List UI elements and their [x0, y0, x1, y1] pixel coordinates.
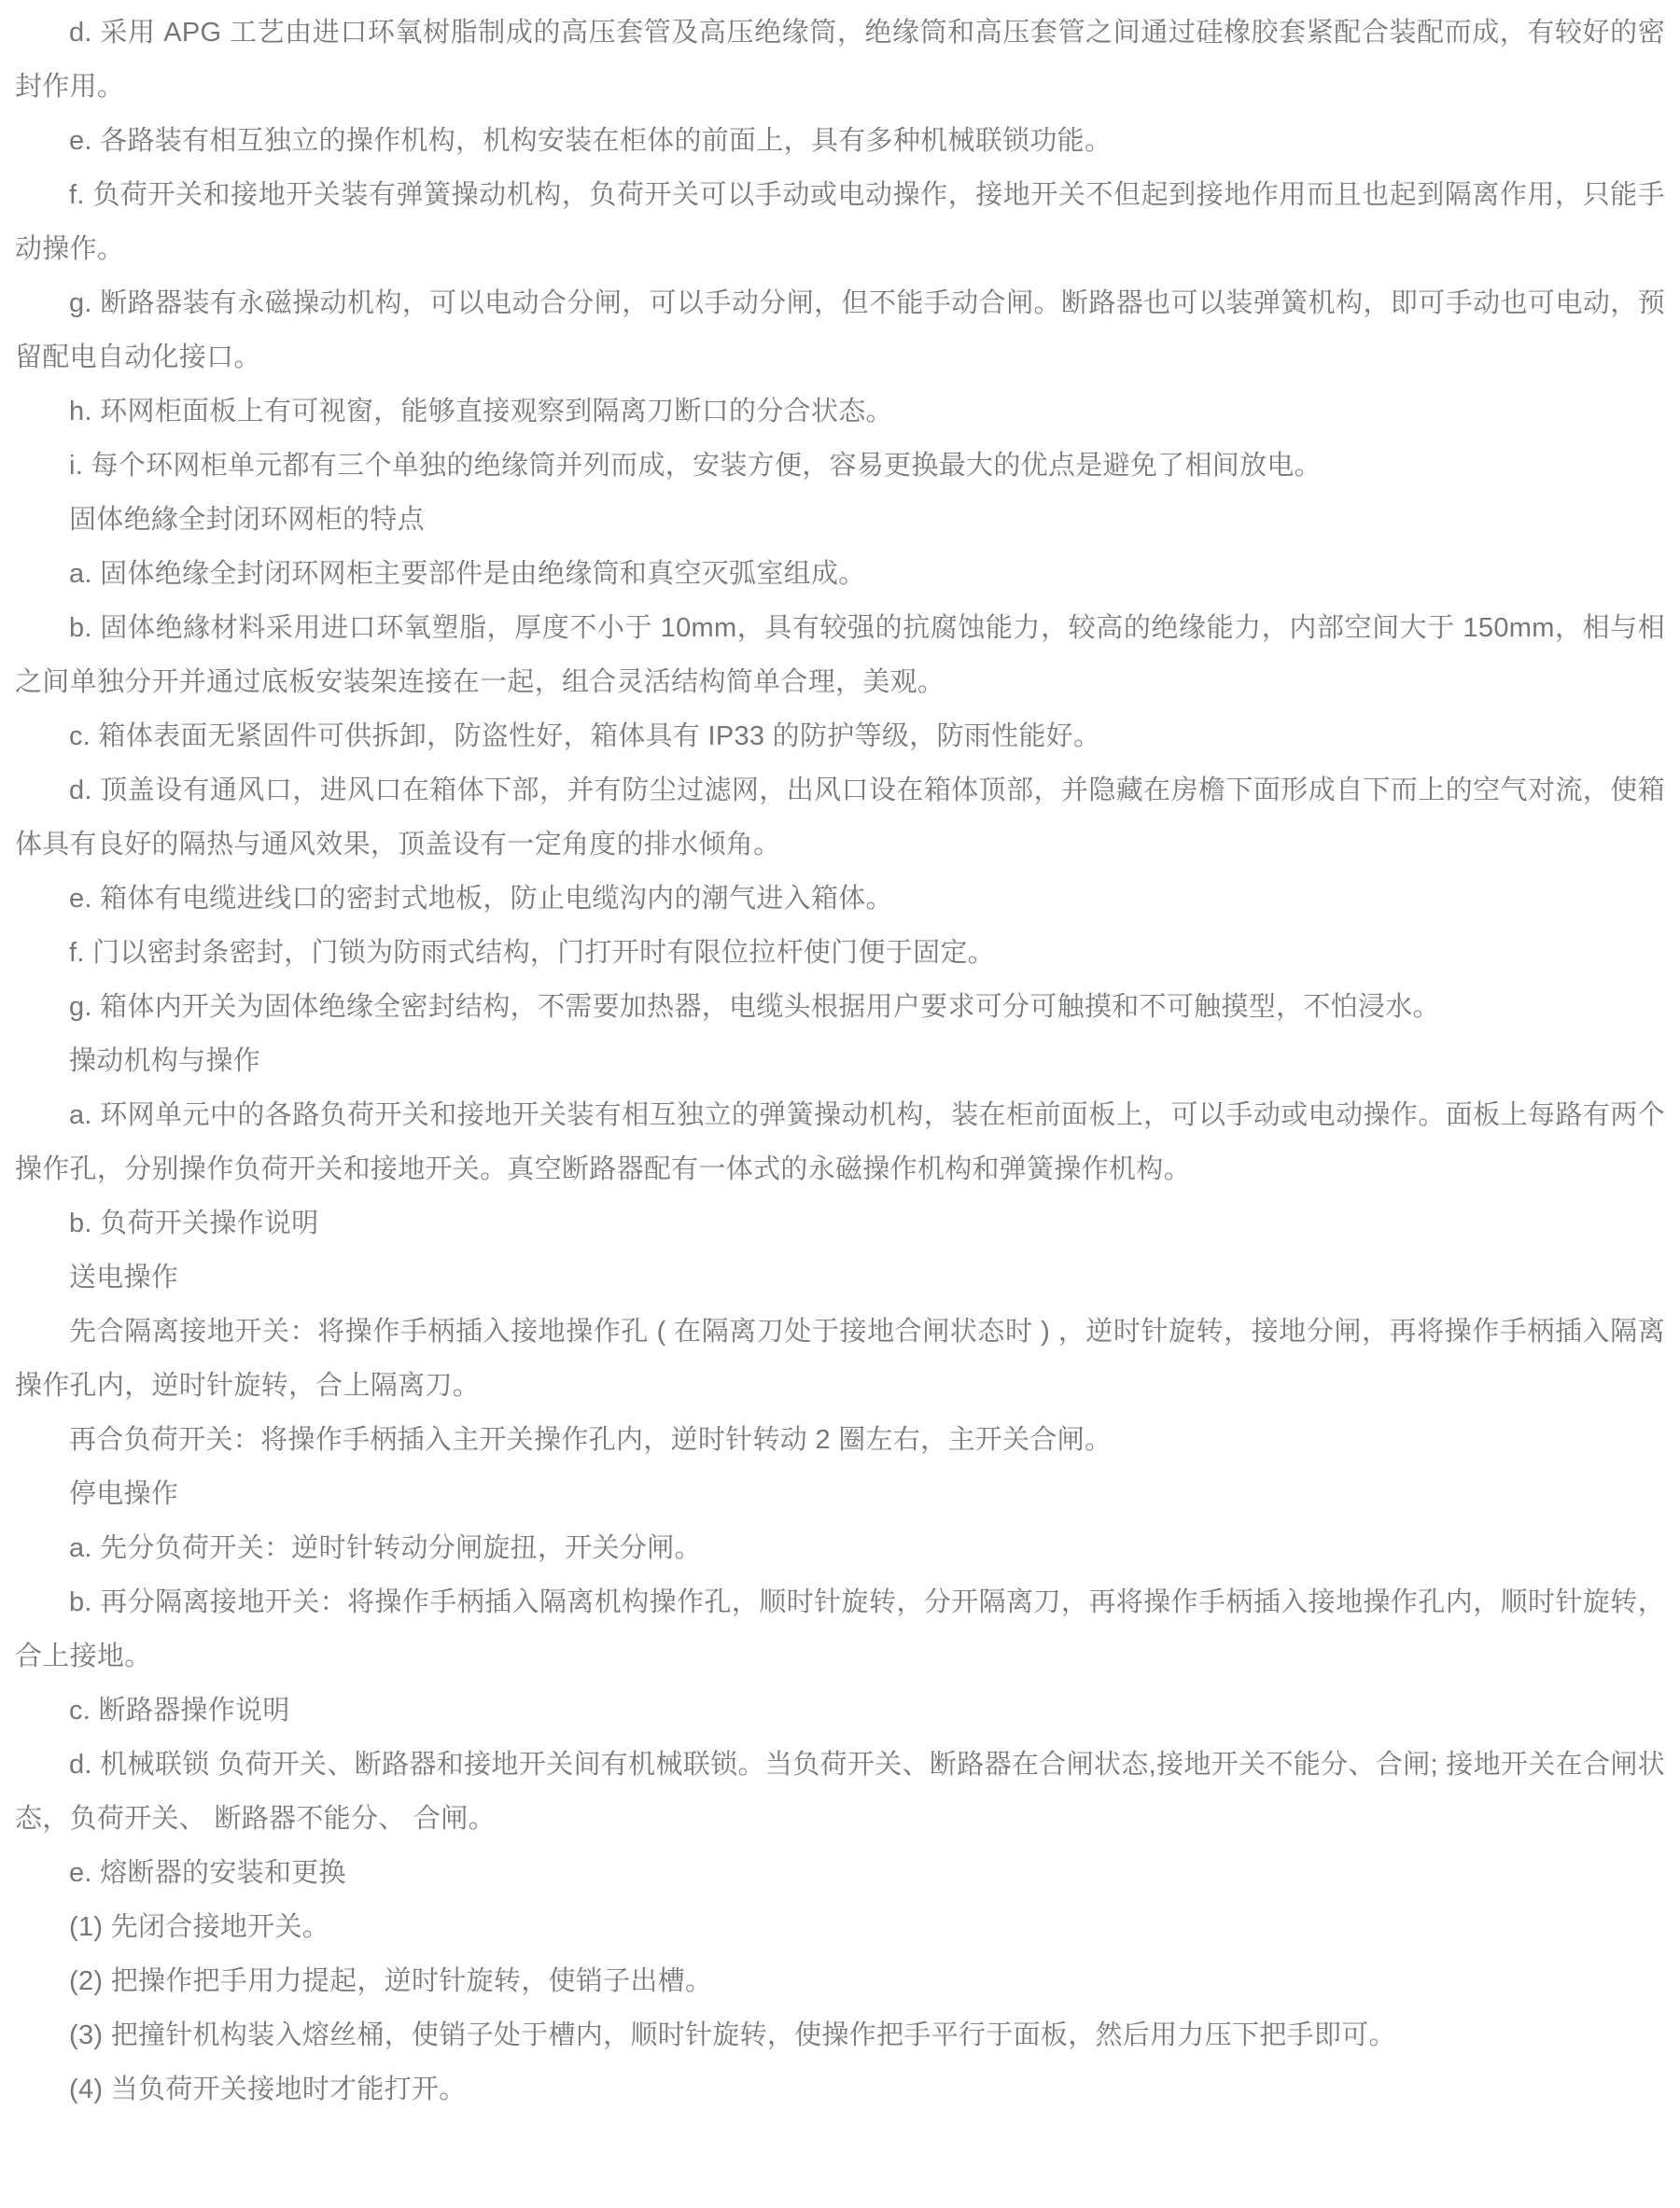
- paragraph: 先合隔离接地开关：将操作手柄插入接地操作孔 ( 在隔离刀处于接地合闸状态时 ) ，逆时针旋转，接地分闸，再将操作手柄插入隔离操作孔内，逆时针旋转，合上隔离刀。: [15, 1317, 1665, 1401]
- paragraph: b. 固体绝緣材料采用进口环氧塑脂，厚度不小于 10mm，具有较强的抗腐蚀能力，较高的绝缘能力，内部空间大于 150mm，相与相之间单独分开并通过底板安装架连接在一起，组合灵活结构简单合理，美观。: [15, 613, 1665, 697]
- paragraph: 送电操作: [69, 1263, 179, 1293]
- paragraph: c. 断路器操作说明: [69, 1696, 290, 1726]
- paragraph: 停电操作: [69, 1479, 179, 1509]
- paragraph: (3) 把撞针机构装入熔丝桶，使销子处于槽内，顺时针旋转，使操作把手平行于面板，然后用力压下把手即可。: [69, 2020, 1396, 2050]
- paragraph: e. 熔断器的安装和更换: [69, 1858, 346, 1888]
- paragraph: f. 负荷开关和接地开关装有弹簧操动机构，负荷开关可以手动或电动操作，接地开关不但起到接地作用而且也起到隔离作用，只能手动操作。: [15, 180, 1665, 264]
- paragraph: e. 各路装有相互独立的操作机构，机构安装在柜体的前面上，具有多种机械联锁功能。: [69, 126, 1113, 156]
- paragraph: a. 先分负荷开关：逆时针转动分闸旋扭，开关分闸。: [69, 1533, 702, 1563]
- paragraph: 操动机构与操作: [69, 1046, 261, 1076]
- paragraph: a. 环网单元中的各路负荷开关和接地开关装有相互独立的弹簧操动机构，装在柜前面板上，可以手动或电动操作。面板上每路有两个操作孔，分别操作负荷开关和接地开关。真空断路器配有一体式的永磁操作机构和弹簧操作机构。: [15, 1100, 1665, 1184]
- paragraph: f. 门以密封条密封，门锁为防雨式结构，门打开时有限位拉杆使门便于固定。: [69, 938, 995, 968]
- paragraph: h. 环网柜面板上有可视窗，能够直接观察到隔离刀断口的分合状态。: [69, 397, 893, 426]
- paragraph: i. 每个环网柜单元都有三个单独的绝缘筒并列而成，安装方便，容易更换最大的优点是避免了相间放电。: [69, 451, 1322, 481]
- paragraph: a. 固体绝缘全封闭环网柜主要部件是由绝缘筒和真空灭弧室组成。: [69, 559, 866, 589]
- paragraph: g. 箱体内开关为固体绝缘全密封结构，不需要加热器，电缆头根据用户要求可分可触摸和不可触摸型，不怕浸水。: [69, 992, 1440, 1022]
- paragraph: d. 采用 APG 工艺由进口环氧树脂制成的高压套管及高压绝缘筒，绝缘筒和高压套管之间通过硅橡胶套紧配合装配而成，有较好的密封作用。: [15, 18, 1665, 102]
- paragraph: (2) 把操作把手用力提起，逆时针旋转，使销子出槽。: [69, 1966, 713, 1996]
- paragraph: d. 顶盖设有通风口，进风口在箱体下部，并有防尘过滤网，出风口设在箱体顶部，并隐藏在房檐下面形成自下而上的空气对流，使箱体具有良好的隔热与通风效果，顶盖设有一定角度的排水倾角。: [15, 776, 1665, 859]
- paragraph: 固体绝緣全封闭环网柜的特点: [69, 505, 425, 535]
- paragraph: e. 箱体有电缆进线口的密封式地板，防止电缆沟内的潮气进入箱体。: [69, 884, 893, 914]
- paragraph: g. 断路器装有永磁操动机构，可以电动合分闸，可以手动分闸，但不能手动合闸。断路器也可以装弹簧机构，即可手动也可电动，预留配电自动化接口。: [15, 288, 1665, 372]
- paragraph: c. 箱体表面无紧固件可供拆卸，防盗性好，箱体具有 IP33 的防护等级，防雨性能好。: [69, 721, 1101, 751]
- paragraph: b. 负荷开关操作说明: [69, 1209, 319, 1238]
- paragraph: (4) 当负荷开关接地时才能打开。: [69, 2075, 467, 2104]
- paragraph: d. 机械联锁 负荷开关、断路器和接地开关间有机械联锁。当负荷开关、断路器在合闸状态,接地开关不能分、合闸; 接地开关在合闸状态，负荷开关、 断路器不能分、 合闸。: [15, 1750, 1665, 1834]
- paragraph: b. 再分隔离接地开关：将操作手柄插入隔离机构操作孔，顺时针旋转，分开隔离刀，再将操作手柄插入接地操作孔内，顺时针旋转，合上接地。: [15, 1587, 1665, 1671]
- paragraph: (1) 先闭合接地开关。: [69, 1912, 330, 1942]
- paragraph: 再合负荷开关：将操作手柄插入主开关操作孔内，逆时针转动 2 圈左右，主开关合闸。: [69, 1425, 1113, 1455]
